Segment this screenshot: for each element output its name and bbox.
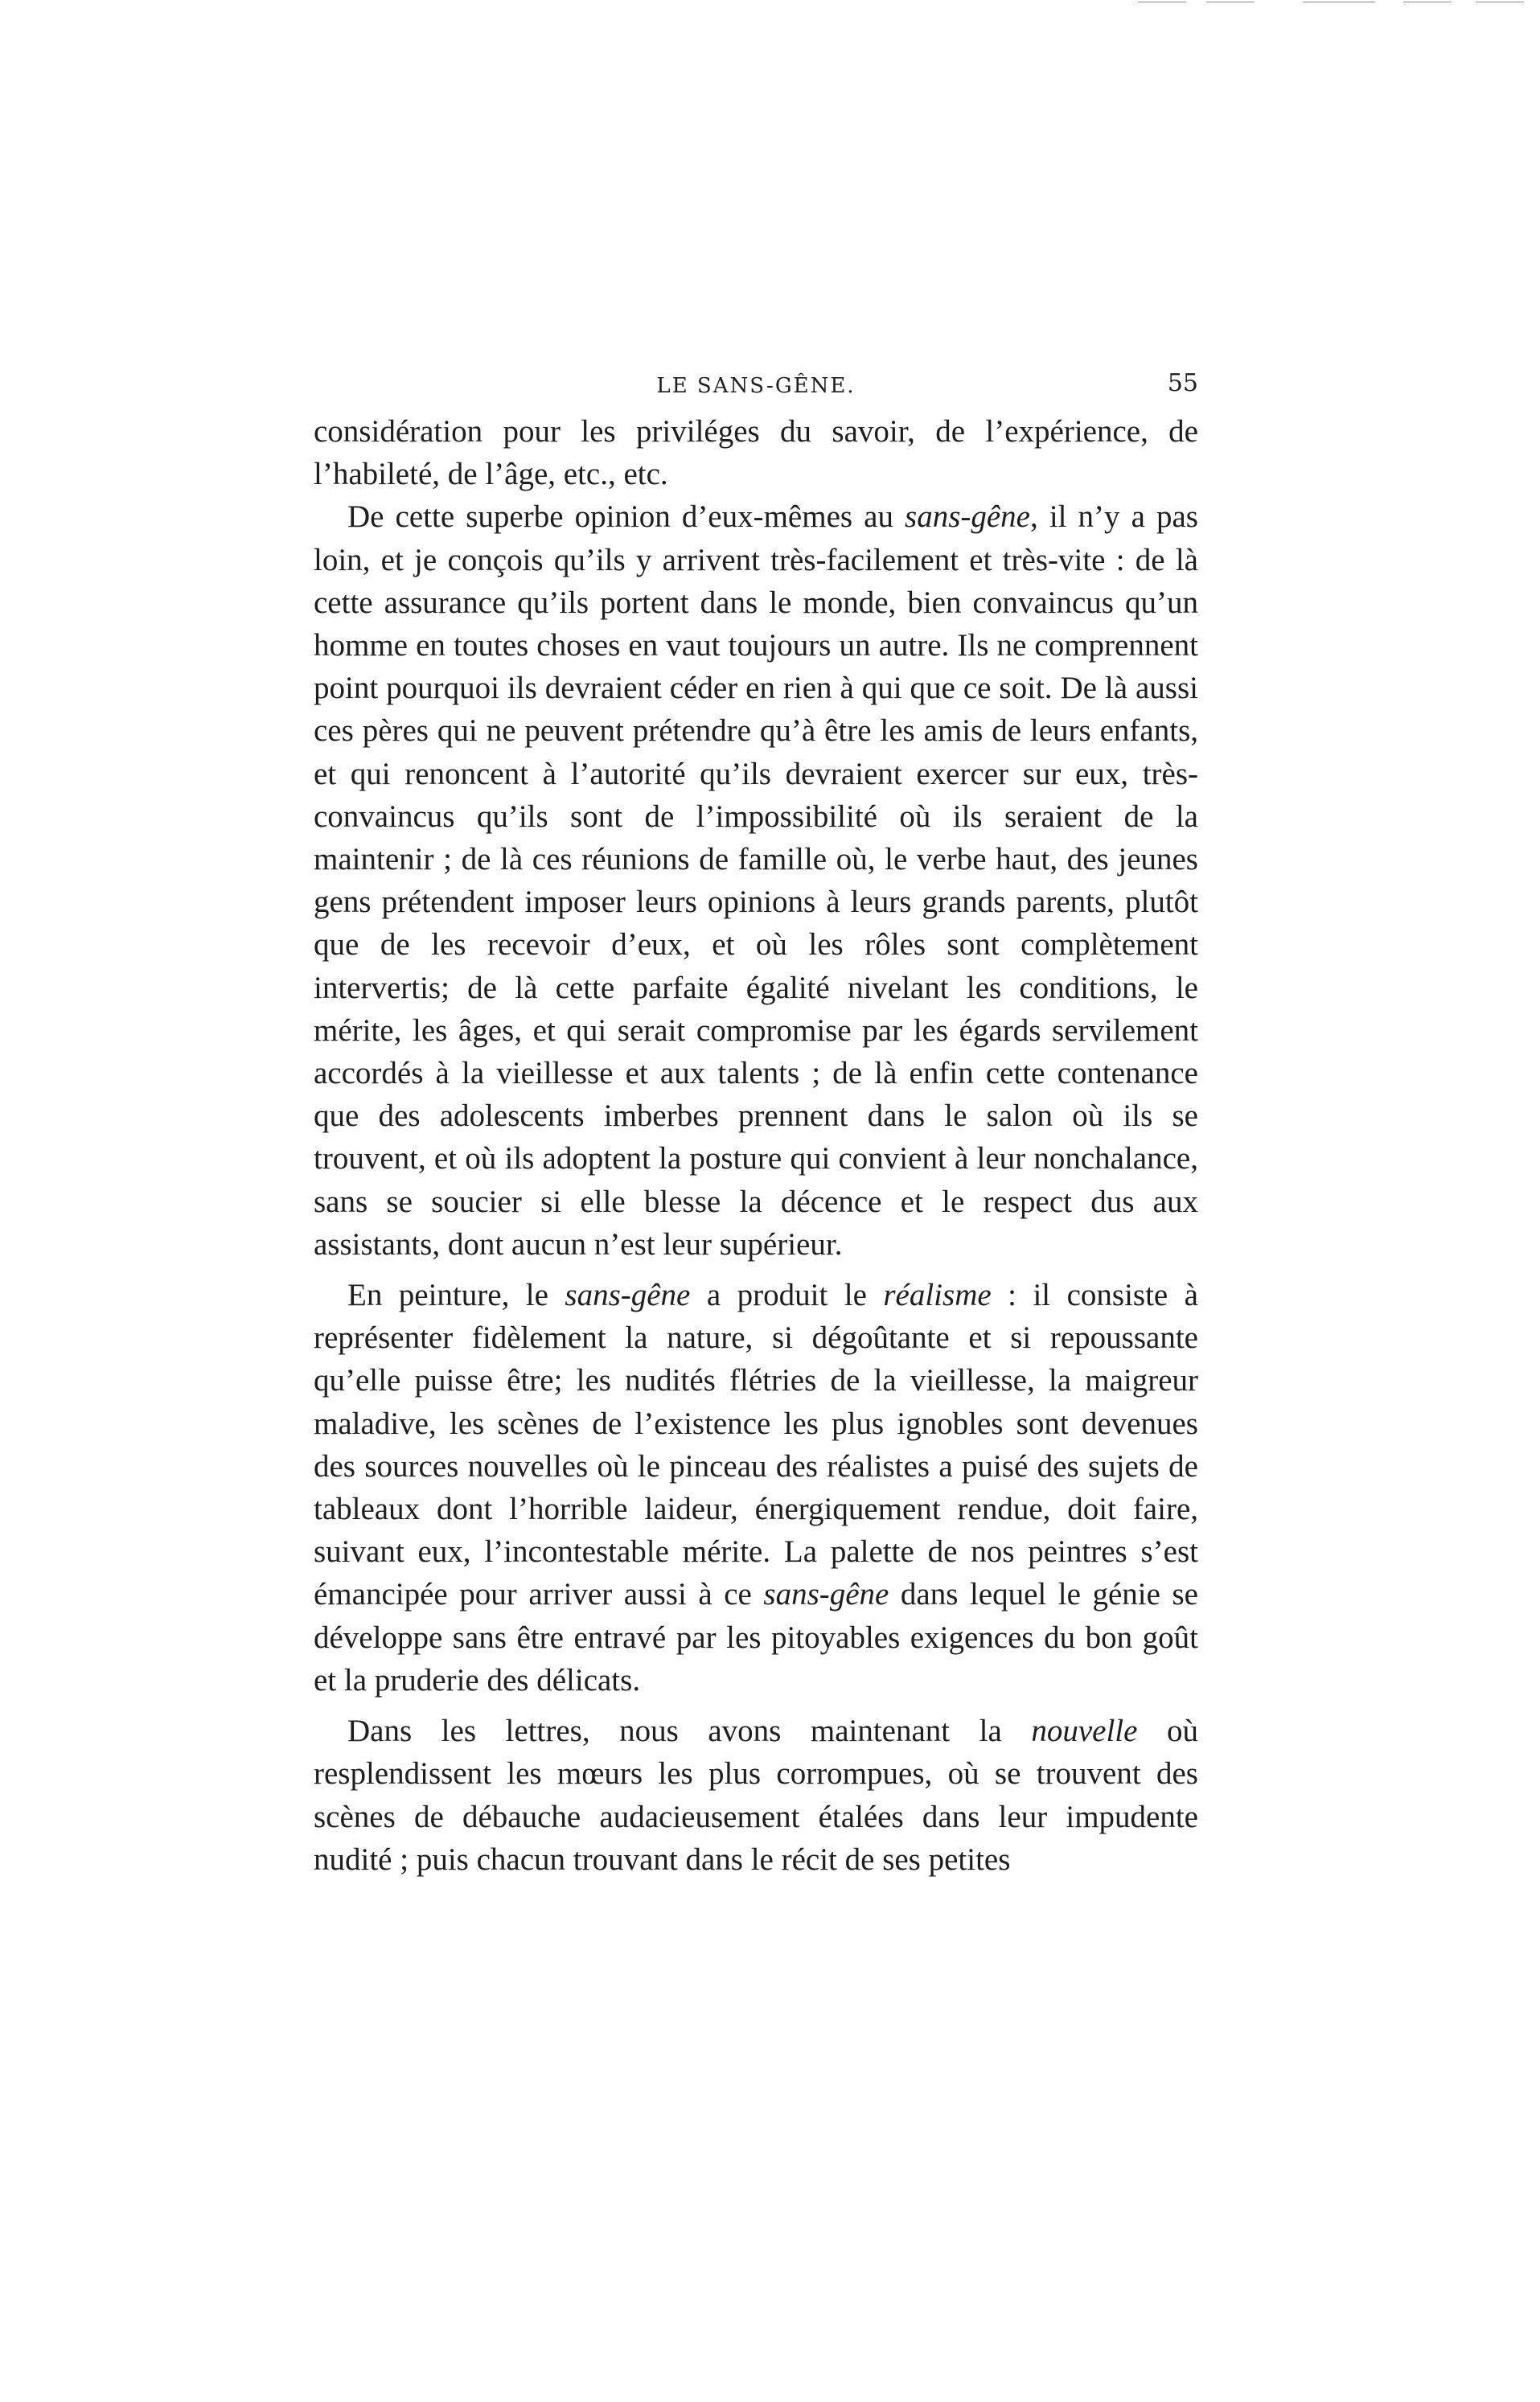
paragraph-4-text-b: où resplendissent les mœurs les plus corrompues, où se trouvent des scènes de débauche audacieusement étalées dans leur impudente nudité ; puis chacun trouvant dans le récit de ses petites <box>314 1714 1198 1877</box>
paragraph-2-italic-term: sans-gêne <box>905 499 1030 535</box>
paragraph-3-text-a: En peinture, le <box>347 1278 565 1313</box>
paragraph-3-italic-term-1: sans-gêne <box>565 1278 691 1313</box>
paragraph-4-text-a: Dans les lettres, nous avons maintenant la <box>347 1714 1032 1749</box>
page-body <box>314 410 1198 1881</box>
paragraph-sans-gene-opinion <box>314 495 1198 1266</box>
paragraph-3-text-b: a produit le <box>690 1278 884 1313</box>
paragraph-letters <box>314 1710 1198 1881</box>
paragraph-painting <box>314 1274 1198 1702</box>
paragraph-3-italic-term-2: réalisme <box>883 1278 992 1313</box>
paragraph-1-text: considération pour les priviléges du savoir, de l’expérience, de l’habileté, de l’âge, etc., etc. <box>314 414 1198 492</box>
paragraph-continued <box>314 410 1198 495</box>
paragraph-4-italic-term: nouvelle <box>1031 1714 1138 1749</box>
paragraph-3-italic-term-3: sans-gêne <box>763 1577 889 1612</box>
paragraph-2-text-b: , il n’y a pas loin, et je conçois qu’ils y arrivent très-facilement et très-vite : de là cette assurance qu’ils portent dans le monde, bien convaincus qu’un homme en toutes choses en vaut toujours un autre. Ils ne comprennent point pourquoi ils devraient céder en rien à qui que ce soit. De là aussi ces pères qui ne peuvent prétendre qu’à être les amis de leurs enfants, et qui renoncent à l’autorité qu’ils devraient exercer sur eux, très-convaincus qu’ils sont de l’impossibilité où ils seraient de la maintenir ; de là ces réunions de famille où, le verbe haut, des jeunes gens prétendent imposer leurs opinions à leurs grands parents, plutôt que de les recevoir d’eux, et où les rôles sont complètement intervertis; de là cette parfaite égalité nivelant les conditions, le mérite, les âges, et qui serait compromise par les égards servilement accordés à la vieillesse et aux talents ; de là enfin cette contenance que des adolescents imberbes prennent dans le salon où ils se trouvent, et où ils adoptent la posture qui convient à leur nonchalance, sans se soucier si elle blesse la décence et le respect dus aux assistants, dont aucun n’est leur supérieur. <box>314 499 1198 1262</box>
paragraph-3-text-d: dans lequel le génie se développe sans être entravé par les pitoyables exigences du bon goût et la pruderie des délicats. <box>314 1577 1198 1698</box>
paragraph-3-text-c: : il consiste à représenter fidèlement la nature, si dégoûtante et si repoussante qu’elle puisse être; les nudités flétries de la vieillesse, la maigreur maladive, les scènes de l’existence les plus ignobles sont devenues des sources nouvelles où le pinceau des réalistes a puisé des sujets de tableaux dont l’horrible laideur, énergiquement rendue, doit faire, suivant eux, l’incontestable mérite. La palette de nos peintres s’est émancipée pour arriver aussi à ce <box>314 1278 1198 1612</box>
page-number: 55 <box>1167 369 1198 397</box>
running-title: LE SANS-GÊNE. <box>656 374 856 398</box>
running-header <box>314 366 1198 406</box>
paragraph-2-text-a: De cette superbe opinion d’eux-mêmes au <box>347 499 906 535</box>
